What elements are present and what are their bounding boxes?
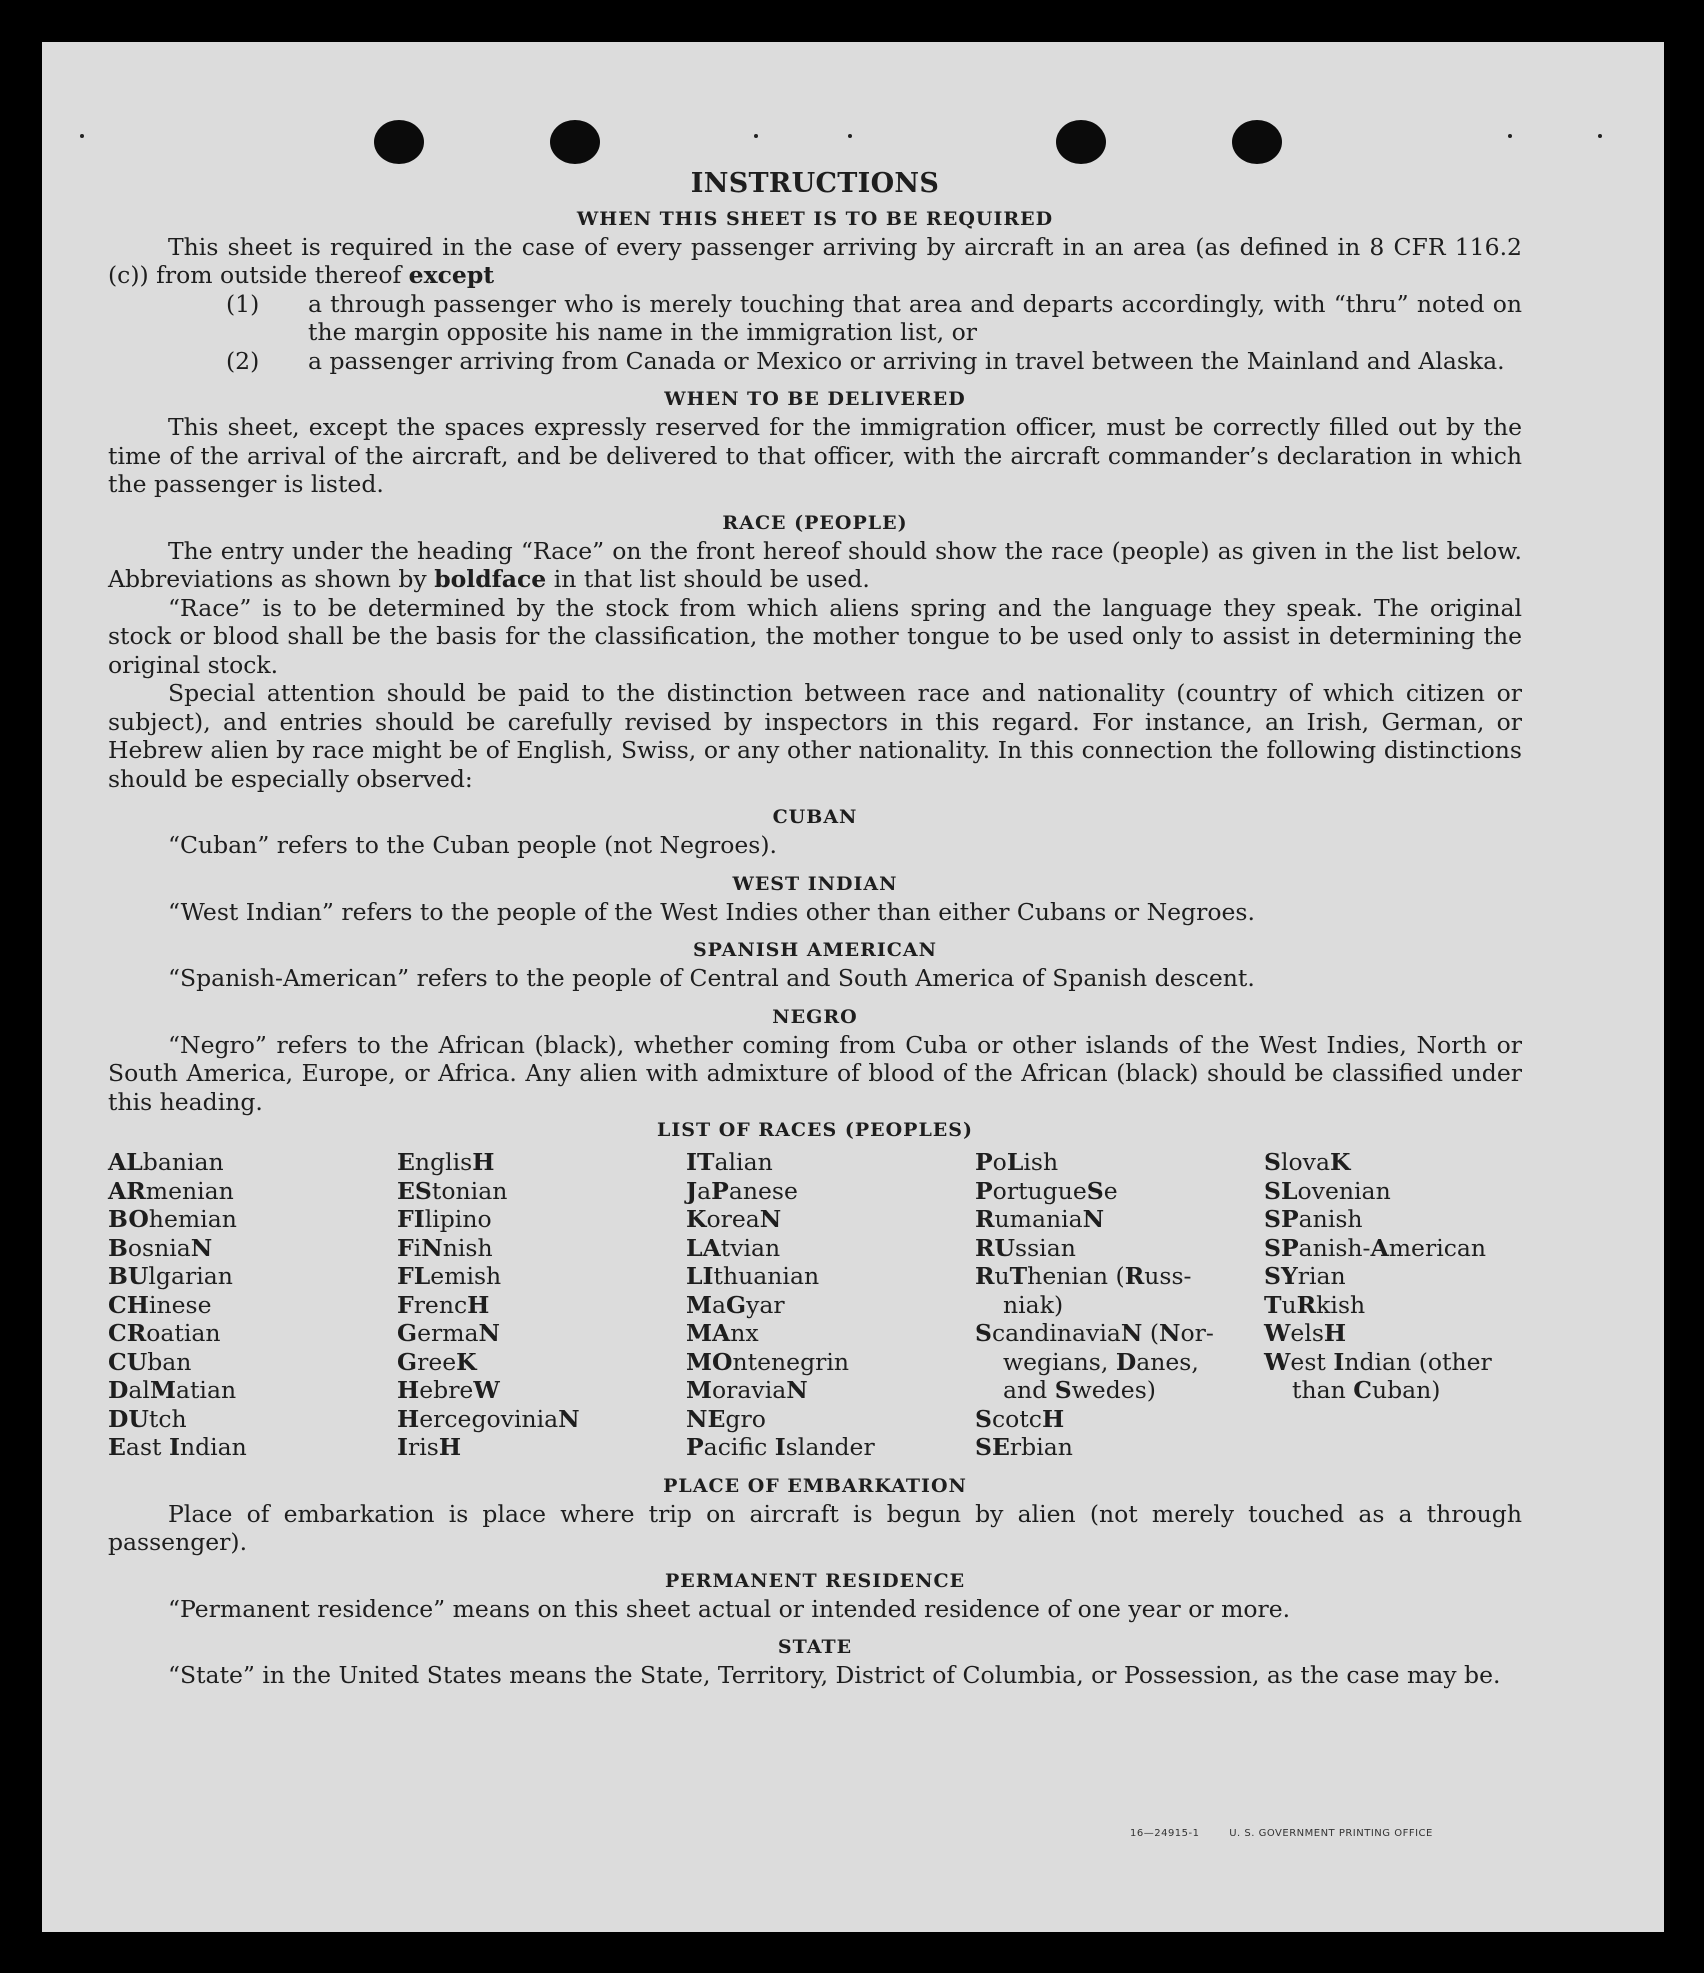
speck [1598,134,1602,138]
race-p1-bold: boldface [434,565,547,593]
exception-text: a passenger arriving from Canada or Mexico or arriving in travel between the Mainland and Alaska. [308,346,1505,375]
races-list [108,1148,1522,1462]
race-item: MOntenegrin [686,1347,850,1376]
heading-when-required: WHEN THIS SHEET IS TO BE REQUIRED [576,207,1054,230]
race-item: SlovaK [1264,1148,1351,1176]
race-item: ARmenian [108,1176,234,1205]
west-indian-text: “West Indian” refers to the people of the West Indies other than either Cubans or Negroes. [168,897,1255,926]
race-item: FiNnish [397,1233,493,1262]
permanent-residence-text: “Permanent residence” means on this sheet actual or intended residence of one year or more. [168,1594,1291,1623]
race-item: DalMatian [108,1376,237,1404]
race-item: TuRkish [1264,1290,1366,1319]
heading-permanent-residence: PERMANENT RESIDENCE [664,1569,966,1592]
state-text: “State” in the United States means the State, Territory, District of Columbia, or Possession, as the case may be. [168,1661,1501,1689]
exception-item [226,290,1522,347]
heading-state: STATE [777,1636,853,1658]
race-item: LIthuanian [686,1262,820,1290]
exception-number: (1) [226,289,260,318]
race-item: DUtch [108,1404,187,1433]
race-item: JaPanese [686,1176,798,1205]
race-item: ScandinaviaN (Nor- [975,1319,1214,1347]
heading-spanish-american: SPANISH AMERICAN [692,939,938,961]
punch-hole [1232,120,1282,164]
race-item: FIlipino [397,1205,492,1233]
race-item: GermaN [397,1319,501,1347]
heading-race: RACE (PEOPLE) [722,511,908,534]
exception-item [226,347,1522,376]
page-title: INSTRUCTIONS [690,168,940,199]
race-item: SYrian [1264,1262,1346,1290]
punch-hole [374,120,424,164]
race-item: ITalian [686,1148,773,1176]
race-item: FLemish [397,1262,502,1290]
race-item: CRoatian [108,1319,221,1347]
when-required-intro [108,233,1522,290]
printer-name: U. S. GOVERNMENT PRINTING OFFICE [1229,1828,1433,1839]
race-item: SLovenian [1264,1176,1391,1205]
race-item: FrencH [397,1290,490,1319]
punch-hole [1056,120,1106,164]
race-p1-text-end: in that list should be used. [553,565,870,593]
embarkation-text: Place of embarkation is place where trip on aircraft is begun by alien (not merely touched as a through passenger). [108,1499,1522,1556]
punch-hole [550,120,600,164]
race-item: SPanish-American [1264,1233,1487,1262]
race-paragraph-2: “Race” is to be determined by the stock from which aliens spring and the language they speak. The original stock or blood shall be the basis for the classification, the mother tongue to be used only to assist in determining the original stock. [108,593,1522,679]
heading-when-delivered: WHEN TO BE DELIVERED [664,388,966,410]
race-item: CUban [108,1347,192,1376]
race-column [397,1148,686,1462]
spanish-american-text: “Spanish-American” refers to the people of Central and South America of Spanish descent. [168,964,1255,992]
race-item: PoLish [975,1148,1059,1176]
when-required-text: This sheet is required in the case of every passenger arriving by aircraft in an area (as defined in 8 CFR 116.2 (c)) from outside thereof [108,232,1522,289]
race-item: PortugueSe [975,1176,1118,1205]
race-item: MAnx [686,1319,759,1347]
speck [80,134,84,138]
race-p1-text: The entry under the heading “Race” on the front hereof should show the race (people) as given in the list below. Abbreviations as shown by [108,536,1522,593]
speck [1508,134,1512,138]
race-item: BOhemian [108,1205,237,1233]
race-item: HercegoviniaN [397,1404,580,1433]
race-item: EnglisH [397,1148,495,1176]
race-item: BosniaN [108,1233,213,1262]
race-item: wegians, Danes, [1003,1347,1199,1376]
heading-negro: NEGRO [772,1005,858,1028]
when-required-except: except [408,261,495,289]
race-column [1264,1148,1553,1462]
race-item: niak) [1003,1290,1064,1319]
race-item: RumaniaN [975,1205,1105,1233]
cuban-text: “Cuban” refers to the Cuban people (not Negroes). [168,831,778,859]
race-item: MoraviaN [686,1376,808,1404]
race-item: KoreaN [686,1205,782,1233]
heading-list-of-races: LIST OF RACES (PEOPLES) [657,1119,973,1141]
exception-number: (2) [226,346,260,375]
race-item: IrisH [397,1433,462,1461]
race-item: Pacifc Islander [686,1433,875,1461]
printer-imprint [1130,1828,1433,1839]
race-item: than Cuban) [1292,1376,1441,1404]
race-item: HebreW [397,1376,500,1404]
race-item: SPanish [1264,1205,1363,1233]
race-column [686,1148,975,1462]
race-item: ALbanian [108,1148,224,1176]
race-item: West Indian (other [1264,1347,1492,1376]
race-item: RuThenian (Russ- [975,1262,1192,1290]
heading-embarkation: PLACE OF EMBARKATION [663,1474,967,1497]
exception-text: a through passenger who is merely touching that area and departs accordingly, with “thru” noted on the margin opposite his name in the immigration list, or [308,289,1522,346]
race-item: MaGyar [686,1290,785,1319]
race-item: SErbian [975,1433,1073,1461]
race-item: LAtvian [686,1233,781,1262]
instructions-content [108,170,1522,1690]
race-item: BUlgarian [108,1262,233,1290]
heading-cuban: CUBAN [772,806,858,828]
race-paragraph-3: Special attention should be paid to the distinction between race and nationality (country of which citizen or subject), and entries should be carefully revised by inspectors in this regard. For instance, an Irish, German, or Hebrew alien by race might be of English, Swiss, or any other nationality. In this connection the following distinctions should be especially observed: [108,679,1522,793]
race-item: RUssian [975,1233,1076,1262]
race-item: WelsH [1264,1319,1347,1347]
race-item: ScotcH [975,1404,1065,1433]
speck [848,134,852,138]
race-item: NEgro [686,1404,766,1433]
race-item: East Indian [108,1433,247,1461]
race-item: and Swedes) [1003,1376,1156,1404]
race-paragraph-1 [108,537,1522,594]
speck [754,134,758,138]
race-item: EStonian [397,1176,508,1205]
race-column [975,1148,1264,1462]
when-delivered-text: This sheet, except the spaces expressly reserved for the immigration officer, must be correctly filled out by the time of the arrival of the aircraft, and be delivered to that officer, with the aircraft commander’s declaration in which the passenger is listed. [108,413,1522,498]
race-column [108,1148,397,1462]
negro-text: “Negro” refers to the African (black), whether coming from Cuba or other islands of the West Indies, North or South America, Europe, or Africa. Any alien with admixture of blood of the African (black) should be classified under this heading. [108,1030,1522,1116]
race-item: CHinese [108,1290,212,1319]
form-number: 16—24915-1 [1130,1828,1200,1839]
race-item: GreeK [397,1347,477,1376]
heading-west-indian: WEST INDIAN [732,872,898,895]
